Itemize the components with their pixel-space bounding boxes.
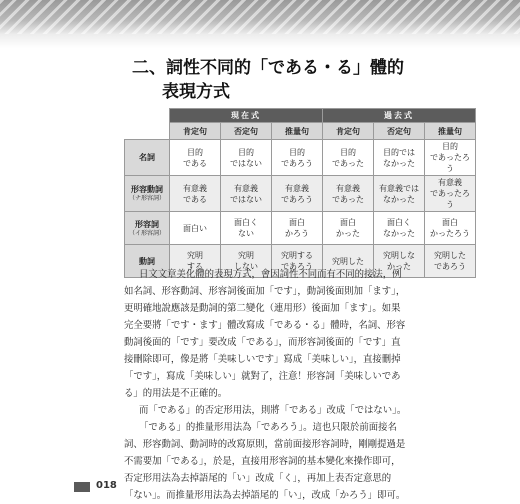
table-cell: 究明した であろう — [425, 245, 476, 278]
page-number-badge — [74, 482, 90, 492]
table-cell: 面白 かったろう — [425, 212, 476, 245]
table-cell: 目的では なかった — [374, 140, 425, 176]
table-cell: 究明しな かった — [374, 245, 425, 278]
table-cell: 面白い — [170, 212, 221, 245]
paragraph: 而「である」的否定形用法，則將「である」改成「ではない」。 — [139, 405, 407, 416]
conjugation-table — [124, 108, 476, 278]
decorative-header-band — [0, 0, 520, 34]
table-group-header-row — [125, 109, 476, 123]
row-header — [125, 140, 170, 176]
table-row — [125, 140, 476, 176]
paragraph: 日文文章美化體的表現方式，會因詞性不同而有不同的接法，例如名詞、形容動詞、形容詞後面加「です」，動詞後面則加「ます」，更明確地說應該是動詞的第二變化（連用形）後面加「ます」。如果完全要將「です・ます」體改寫成「である・る」體時，名詞、形容動詞後面的「です」要改成「である」，而形容詞後面的「です」直接刪除即可，像是將「美味しいです」寫成「美味しい」，直接刪掉「です」，寫成「美味しい」就對了，注意！形容詞「美味しいである」的用法是不正確的。 — [124, 269, 406, 399]
row-header-label: 形容詞 — [135, 219, 159, 229]
row-header — [125, 176, 170, 212]
table-cell: 究明 する — [170, 245, 221, 278]
table-cell: 有意義 であった — [323, 176, 374, 212]
table-cell: 究明した — [323, 245, 374, 278]
table-cell: 有意義 である — [170, 176, 221, 212]
column-header: 肯定句 — [323, 123, 374, 140]
column-header: 推量句 — [425, 123, 476, 140]
table-cell: 有意義 ではない — [221, 176, 272, 212]
table-cell: 目的 である — [170, 140, 221, 176]
row-header — [125, 212, 170, 245]
table-column-header-row — [125, 123, 476, 140]
table-cell: 目的 ではない — [221, 140, 272, 176]
column-header: 肯定句 — [170, 123, 221, 140]
row-header-label: 動詞 — [139, 256, 155, 266]
row-header-sublabel: （ナ形容詞） — [128, 195, 165, 202]
table-cell: 究明する であろう — [272, 245, 323, 278]
table-cell: 面白く なかった — [374, 212, 425, 245]
row-header-label: 名詞 — [139, 153, 155, 162]
section-heading-line2: 表現方式 — [162, 82, 230, 102]
table-cell: 究明 しない — [221, 245, 272, 278]
table-corner — [125, 109, 170, 123]
group-past-header: 過去式 — [323, 109, 476, 123]
table-cell: 目的 であった — [323, 140, 374, 176]
table-cell: 目的 であろう — [272, 140, 323, 176]
table-corner-sub — [125, 123, 170, 140]
column-header: 否定句 — [374, 123, 425, 140]
group-present-header: 現在式 — [170, 109, 323, 123]
row-header-label: 形容動詞 — [131, 185, 163, 194]
table-row — [125, 212, 476, 245]
table-cell: 有意義 であったろう — [425, 176, 476, 212]
table-cell: 面白 かった — [323, 212, 374, 245]
paragraph: 「である」的推量形用法為「であろう」。這也只限於前面接名詞、形容動詞、動詞時的改寫原則，當前面接形容詞時，剛剛提過是不需要加「である」，於是，直接用形容詞的基本變化來操作即可，否定形用法為去掉語尾的「い」改成「く」，再加上表否定意思的「ない」。而推量形用法為去掉語尾的「い」，改成「かろう」即可。 — [124, 422, 406, 501]
table-cell: 有意義 であろう — [272, 176, 323, 212]
section-heading-line1: 二、詞性不同的「である・る」體的 — [132, 58, 404, 78]
row-header-sublabel: （イ形容詞） — [128, 229, 165, 237]
table-cell: 目的 であったろう — [425, 140, 476, 176]
table-row — [125, 176, 476, 212]
header-fade — [0, 34, 520, 48]
table-cell: 面白 かろう — [272, 212, 323, 245]
column-header: 推量句 — [272, 123, 323, 140]
page-number: 018 — [96, 480, 117, 491]
table-cell: 有意義では なかった — [374, 176, 425, 212]
section-heading — [132, 56, 404, 104]
table-cell: 面白く ない — [221, 212, 272, 245]
body-text — [124, 266, 408, 504]
column-header: 否定句 — [221, 123, 272, 140]
